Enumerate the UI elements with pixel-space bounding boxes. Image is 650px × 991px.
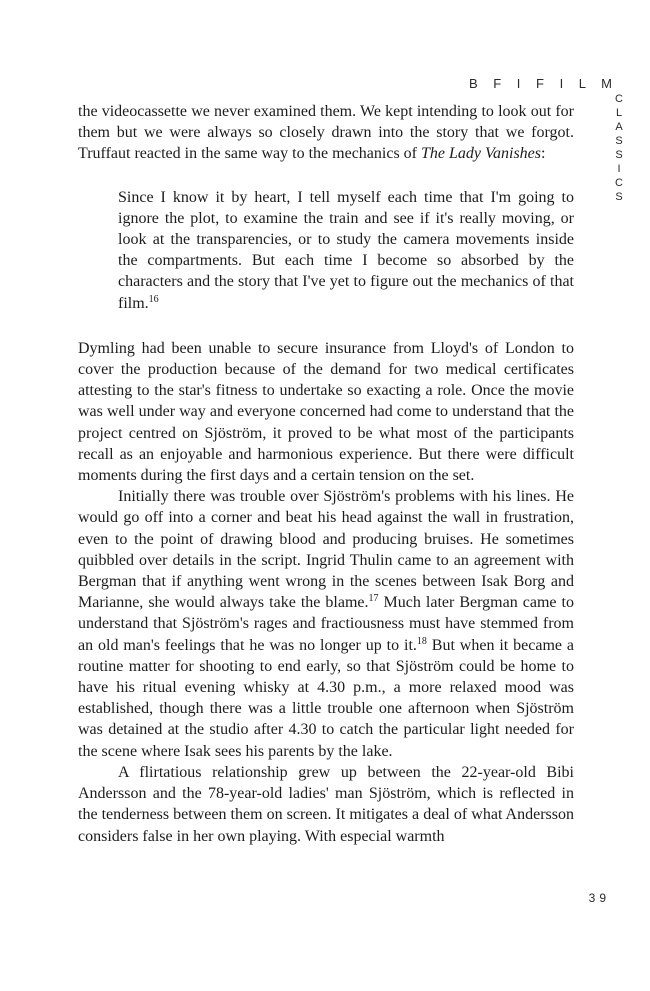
note-reference: 18 [416,635,427,647]
paragraph: A flirtatious relationship grew up between the 22-year-old Bibi Andersson and the 78-year-old ladies' man Sjöström, which is reflected in the tenderness between them on screen. It mitigates a deal of what Andersson considers false in her own playing. With especial warmth [78,763,574,845]
side-letter: A [615,121,623,133]
text-run: the videocassette we never examined them. We kept intending to look out for them but we were always so closely drawn into the story that we forgot. Truffaut reacted in the same way to the mechanics of [78,103,574,163]
text-run: But when it became a routine matter for shooting to end early, so that Sjöström could be home to have his ritual evening whisky at 4.30 p.m., a more relaxed mood was established, though there was a little trouble one afternoon when Sjöström was detained at the studio after 4.30 to catch the particular light needed for the scene where Isak sees his parents by the lake. [78,636,574,760]
paragraph-continued [78,101,574,165]
side-letter: S [615,149,623,161]
side-letter: C [615,93,623,105]
paragraph: Dymling had been unable to secure insurance from Lloyd's of London to cover the production because of the demand for two medical certificates attesting to the star's fitness to undertake so exacting a role. Once the movie was well under way and everyone concerned had come to understand that the project centred on Sjöström, it proved to be what most of the participants recall as an enjoyable and harmonious experience. But there were difficult moments during the first days and a certain tension on the set. [78,339,574,485]
side-letter: S [615,191,623,203]
series-side-label [612,92,626,204]
page-body [78,101,574,847]
text-run: Initially there was trouble over Sjöström's problems with his lines. He would go off into a corner and beat his head against the wall in frustration, even to the point of drawing blood and producing bruises. He sometimes quibbled over details in the script. Ingrid Thulin came to an agreement with Bergman that if anything went wrong in the scenes between Isak Borg and Marianne, she would always take the blame. [78,488,574,612]
side-letter: S [615,135,623,147]
side-letter: C [615,177,623,189]
quote-text: Since I know it by heart, I tell myself each time that I'm going to ignore the plot, to examine the train and see if it's really moving, or look at the transparencies, or to study the camera movements inside the compartments. But each time I become so absorbed by the characters and the story that I've yet to figure out the mechanics of that film. [118,188,574,312]
series-header: B F I F I L M [468,76,618,91]
side-letter: I [617,163,621,175]
block-quote [118,187,574,314]
text-run: : [541,145,546,163]
page-number: 39 [588,891,610,905]
note-reference: 16 [148,293,159,305]
side-letter: L [615,107,623,119]
film-title: The Lady Vanishes [421,145,541,163]
text-run: Much later Bergman came to understand that Sjöström's rages and fractiousness must have stemmed from an old man's feelings that he was no longer up to it. [78,594,574,654]
paragraph [78,486,574,762]
note-reference: 17 [368,593,379,605]
